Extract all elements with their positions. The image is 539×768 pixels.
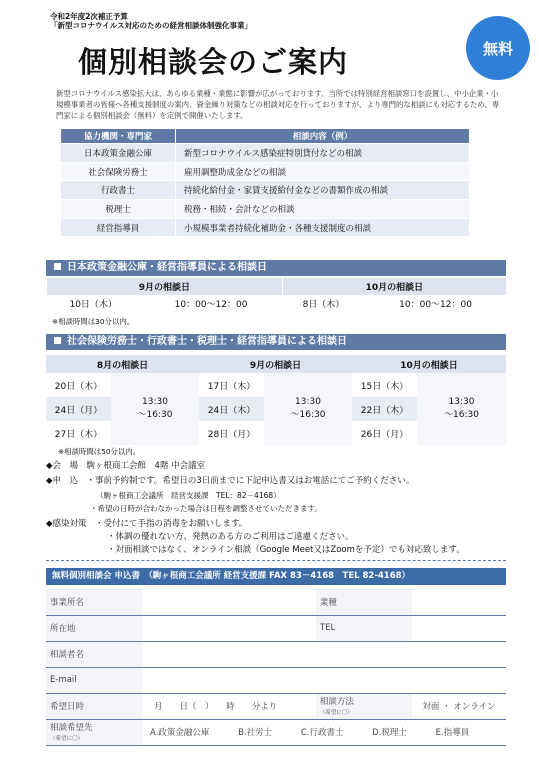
project-label: 「新型コロナウイルス対応のための経営相談体制強化事業」 (50, 21, 253, 30)
expert-option-b[interactable]: B.社労士 (238, 728, 273, 738)
time-end: ～16:30 (444, 410, 479, 420)
section2-title: 社会保険労務士・行政書士・税理士・経営指導員による相談日 (67, 336, 347, 347)
content-cell: 小規模事業者持続化補助金・各種支援制度の相談 (176, 218, 470, 237)
section2-bar (46, 334, 506, 350)
free-badge: 無料 (466, 16, 530, 80)
intro-text: 新型コロナウイルス感染拡大は、あらゆる業種・業態に影響が広がっております。当所では特別経営相談窓口を設置し、中小企業・小規模事業者の皆様へ各種支援制度の案内、資金繰り対策などの相談対応を行っておりますが、より専門的な相談にも対応するため、専門家による個別相談会（無料）を定例で開催いたします。 (56, 89, 500, 120)
org-cell: 社会保険労務士 (61, 162, 176, 181)
expert-label-text: 相談希望先 (50, 723, 93, 733)
company-label: 事業所名 (46, 589, 142, 615)
time-end: ～16:30 (290, 410, 326, 420)
date-label: 希望日時 (46, 693, 142, 719)
date-field[interactable]: 月 日（ ） 時 分より (142, 693, 316, 719)
schedule1-table (46, 278, 506, 312)
time-end: ～16:30 (137, 410, 173, 420)
apply-note: ・希望の日時が合わなかった場合は日程を調整させていただきます。 (90, 504, 322, 513)
date-cell: 22日（木） (352, 397, 417, 421)
method-label (316, 693, 412, 719)
apply-text: ◆申 込 ・事前予約制です。希望日の3日前までに下記申込書又はお電話にてご予約ください。 (46, 476, 415, 486)
content-cell: 新型コロナウイルス感染症特別貸付などの相談 (176, 144, 470, 163)
page-title: 個別相談会のご案内 (78, 45, 349, 79)
month-header: 8月の相談日 (46, 355, 199, 373)
date-cell: 15日（木） (352, 373, 417, 397)
industry-field[interactable] (412, 589, 506, 615)
email-label: E-mail (46, 667, 142, 693)
square-icon (54, 337, 61, 344)
form-header: 無料個別相談会 申込書 （駒ヶ根商工会議所 経営支援課 FAX 83－4168 TEL 82-4168） (46, 568, 506, 585)
org-cell: 日本政策金融公庫 (61, 144, 176, 163)
time-cell (417, 373, 506, 445)
content-cell: 雇用調整助成金などの相談 (176, 162, 470, 181)
org-cell: 行政書士 (61, 181, 176, 200)
time-cell (264, 373, 352, 445)
industry-label: 業種 (316, 589, 412, 615)
date-cell: 24日（木） (199, 397, 264, 421)
infection-text-2: ・体調の優れない方、発熱のある方のご利用はご遠慮ください。 (107, 532, 354, 542)
date-cell: 24日（月） (46, 397, 111, 421)
name-label: 相談者名 (46, 641, 142, 667)
tel-label: TEL (316, 615, 412, 641)
time-cell: 10：00～12：00 (140, 295, 282, 312)
month-header: 9月の相談日 (47, 278, 283, 295)
date-cell: 10日（木） (47, 295, 140, 312)
date-cell: 20日（木） (46, 373, 111, 397)
time-cell (111, 373, 199, 445)
infection-text-3: ・対面相談ではなく、オンライン相談（Google Meet又はZoomを予定）でも対応致します。 (107, 545, 465, 555)
consultation-table (60, 128, 470, 237)
month-header: 10月の相談日 (352, 355, 506, 373)
tel-field[interactable] (412, 615, 506, 641)
time-start: 13:30 (295, 397, 321, 407)
expert-option-e[interactable]: E.指導員 (435, 728, 470, 738)
content-cell: 持続化給付金・家賃支援給付金などの書類作成の相談 (176, 181, 470, 200)
method-label-text: 相談方法 (319, 697, 354, 707)
expert-option-a[interactable]: A.政策金融公庫 (150, 728, 210, 738)
expert-option-c[interactable]: C.行政書士 (300, 728, 344, 738)
section1-bar (46, 260, 506, 276)
application-form (46, 589, 506, 746)
note2: ※相談時間は50分以内。 (58, 447, 141, 456)
org-cell: 税理士 (61, 200, 176, 219)
col-org: 協力機関・専門家 (61, 129, 176, 144)
section1-title: 日本政策金融公庫・経営指導員による相談日 (67, 262, 267, 273)
expert-label (46, 719, 142, 745)
expert-option-d[interactable]: D.税理士 (372, 728, 407, 738)
time-start: 13:30 (142, 397, 168, 407)
square-icon (54, 263, 61, 270)
address-label: 所在地 (46, 615, 142, 641)
date-cell: 17日（木） (199, 373, 264, 397)
org-cell: 経営指導員 (61, 218, 176, 237)
name-field[interactable] (142, 641, 506, 667)
apply-contact: （駒ヶ根商工会議所 経営支援課 TEL：82－4168） (96, 491, 281, 500)
budget-label: 令和2年度2次補正予算 (50, 12, 128, 21)
company-field[interactable] (142, 589, 316, 615)
method-note: （希望に〇） (319, 710, 353, 716)
content-cell: 税務・相続・会計などの相談 (176, 200, 470, 219)
month-header: 9月の相談日 (199, 355, 352, 373)
address-field[interactable] (142, 615, 316, 641)
divider (46, 560, 506, 561)
note1: ※相談時間は30分以内。 (52, 317, 135, 326)
expert-note: （希望に〇） (50, 736, 84, 742)
infection-text: ◆感染対策 ・受付にて手指の消毒をお願いします。 (46, 519, 248, 529)
date-cell: 26日（月） (352, 421, 417, 445)
date-cell: 27日（木） (46, 421, 111, 445)
month-header: 10月の相談日 (282, 278, 506, 295)
method-options[interactable]: 対面 ・ オンライン (412, 693, 506, 719)
expert-options (142, 719, 506, 745)
venue-text: ◆会 場 駒ヶ根商工会館 4階 中会議室 (46, 461, 206, 471)
schedule2-table (46, 355, 506, 445)
time-start: 13:30 (448, 397, 475, 407)
date-cell: 28日（月） (199, 421, 264, 445)
time-cell: 10：00～12：00 (365, 295, 506, 312)
col-content: 相談内容（例） (176, 129, 470, 144)
email-field[interactable] (142, 667, 506, 693)
date-cell: 8日（木） (282, 295, 364, 312)
